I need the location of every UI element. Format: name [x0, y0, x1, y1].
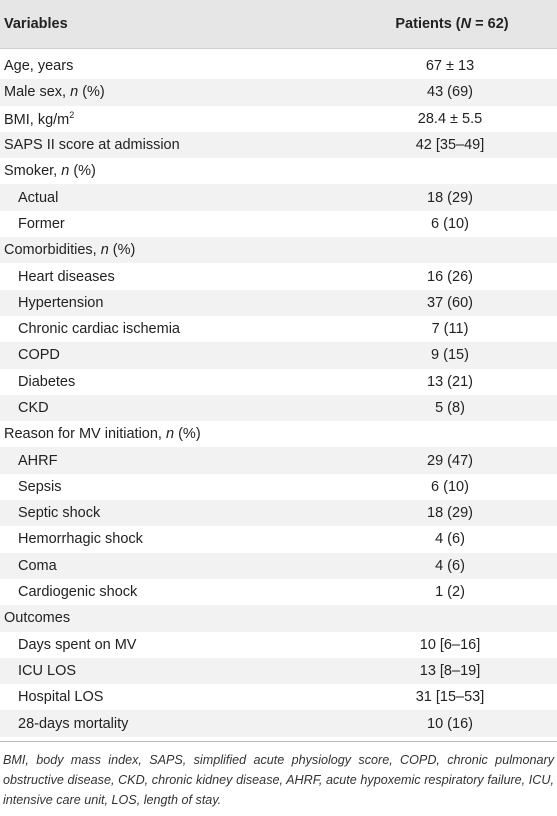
row-label	[0, 426, 343, 442]
row-label	[0, 453, 343, 469]
table-row	[0, 605, 557, 631]
row-value: 18 (29)	[427, 505, 473, 522]
row-label	[0, 689, 343, 705]
table-row	[0, 53, 557, 79]
row-label	[0, 110, 343, 128]
row-label-text: Heart diseases	[18, 268, 115, 285]
table-row	[0, 421, 557, 447]
row-label	[0, 400, 343, 416]
row-value: 67 ± 13	[425, 58, 475, 75]
row-label-text: Hypertension	[18, 294, 104, 311]
row-label	[0, 137, 343, 153]
row-label-text: Actual	[18, 189, 59, 206]
row-label-text: Cardiogenic shock	[18, 584, 138, 601]
row-value: 5 (8)	[435, 400, 465, 416]
row-label	[0, 295, 343, 311]
row-label-text: Male sex,	[4, 84, 71, 101]
row-value: 13 [8–19]	[419, 662, 481, 679]
table-row	[0, 106, 557, 132]
table-row	[0, 500, 557, 526]
row-value: 1 (2)	[435, 584, 465, 601]
row-label	[0, 242, 343, 258]
row-value: 4 (6)	[435, 531, 465, 548]
table-row	[0, 342, 557, 368]
table-row	[0, 474, 557, 500]
table-row	[0, 316, 557, 342]
header-patients-suffix: = 62)	[471, 16, 509, 32]
row-label-tail: (%)	[174, 426, 201, 443]
row-value: 6 (10)	[431, 478, 469, 495]
row-value: 13 (21)	[427, 373, 473, 390]
row-value: 6 (10)	[431, 215, 469, 232]
table-row	[0, 79, 557, 105]
table-row	[0, 132, 557, 158]
table-row	[0, 211, 557, 237]
row-label	[0, 610, 343, 626]
table-row	[0, 263, 557, 289]
header-patients	[347, 16, 557, 32]
row-label	[0, 716, 343, 732]
table-row	[0, 553, 557, 579]
table-row	[0, 658, 557, 684]
row-value: 10 (16)	[427, 715, 473, 732]
row-label-tail: (%)	[69, 163, 96, 180]
table-footnote: BMI, body mass index, SAPS, simplified acute physiology score, COPD, chronic pulmonary obstructive disease, CKD, chronic kidney disease, AHRF, acute hypoxemic respiratory failure, ICU, intensive care unit, LOS, length of stay.	[3, 752, 554, 807]
table-row	[0, 395, 557, 421]
row-label-text: Coma	[18, 557, 57, 574]
table-row	[0, 579, 557, 605]
row-label	[0, 584, 343, 600]
table-row	[0, 158, 557, 184]
row-label-italic: n	[100, 242, 109, 259]
row-label-tail: (%)	[78, 84, 105, 101]
row-value: 29 (47)	[427, 452, 473, 469]
row-label	[0, 321, 343, 337]
row-label-text: Sepsis	[18, 478, 62, 495]
row-label	[0, 479, 343, 495]
table-row	[0, 369, 557, 395]
row-label-text: Chronic cardiac ischemia	[18, 321, 180, 338]
row-label	[0, 531, 343, 547]
row-label-text: CKD	[18, 400, 49, 416]
row-label-superscript: 2	[69, 109, 75, 120]
row-label-text: COPD	[18, 347, 60, 364]
table-row	[0, 632, 557, 658]
table-row	[0, 290, 557, 316]
row-label-text: AHRF	[18, 452, 58, 469]
row-value: 10 [6–16]	[419, 636, 481, 653]
row-label-text: Age, years	[4, 58, 74, 75]
table-row	[0, 684, 557, 710]
row-value: 28.4 ± 5.5	[417, 110, 483, 127]
row-value: 18 (29)	[427, 189, 473, 206]
row-value: 43 (69)	[427, 84, 473, 101]
row-label-text: Hospital LOS	[18, 689, 104, 706]
row-label	[0, 190, 343, 206]
header-patients-n: N	[460, 16, 472, 32]
table-row	[0, 710, 557, 736]
row-value: 4 (6)	[435, 557, 465, 574]
table-header	[0, 0, 557, 49]
row-label-text: Reason for MV initiation,	[4, 426, 166, 443]
row-label-text: Diabetes	[18, 373, 76, 390]
header-patients-prefix: Patients (	[395, 16, 461, 32]
row-label	[0, 84, 343, 100]
row-value: 9 (15)	[431, 347, 469, 364]
table-row	[0, 526, 557, 552]
row-label-text: Days spent on MV	[18, 636, 137, 653]
row-value: 7 (11)	[431, 321, 469, 338]
row-label-italic: n	[166, 426, 175, 443]
row-label-italic: n	[70, 84, 79, 101]
row-label	[0, 558, 343, 574]
row-label	[0, 163, 343, 179]
row-value: 42 [35–49]	[415, 137, 485, 154]
row-label	[0, 374, 343, 390]
row-label-text: Former	[18, 215, 65, 232]
row-label-text: Outcomes	[4, 610, 71, 627]
row-label	[0, 663, 343, 679]
row-value: 31 [15–53]	[415, 689, 485, 706]
header-variables: Variables	[4, 16, 68, 32]
row-label	[0, 216, 343, 232]
row-value: 16 (26)	[427, 268, 473, 285]
row-label-tail: (%)	[108, 242, 136, 259]
row-label	[0, 347, 343, 363]
row-value: 37 (60)	[427, 294, 473, 311]
table-row	[0, 184, 557, 210]
row-label-text: Hemorrhagic shock	[18, 531, 143, 548]
row-label-text: Septic shock	[18, 505, 101, 522]
row-label	[0, 505, 343, 521]
row-label	[0, 58, 343, 74]
row-label-text: Comorbidities,	[4, 242, 101, 259]
row-label-text: BMI, kg/m	[4, 111, 70, 128]
table-body	[0, 49, 557, 742]
row-label-italic: n	[61, 163, 70, 180]
table-row	[0, 237, 557, 263]
row-label-text: SAPS II score at admission	[4, 137, 180, 154]
row-label-text: ICU LOS	[18, 662, 77, 679]
row-label	[0, 637, 343, 653]
row-label-text: 28-days mortality	[18, 715, 129, 732]
row-label	[0, 269, 343, 285]
table-row	[0, 447, 557, 473]
row-label-text: Smoker,	[4, 163, 62, 180]
